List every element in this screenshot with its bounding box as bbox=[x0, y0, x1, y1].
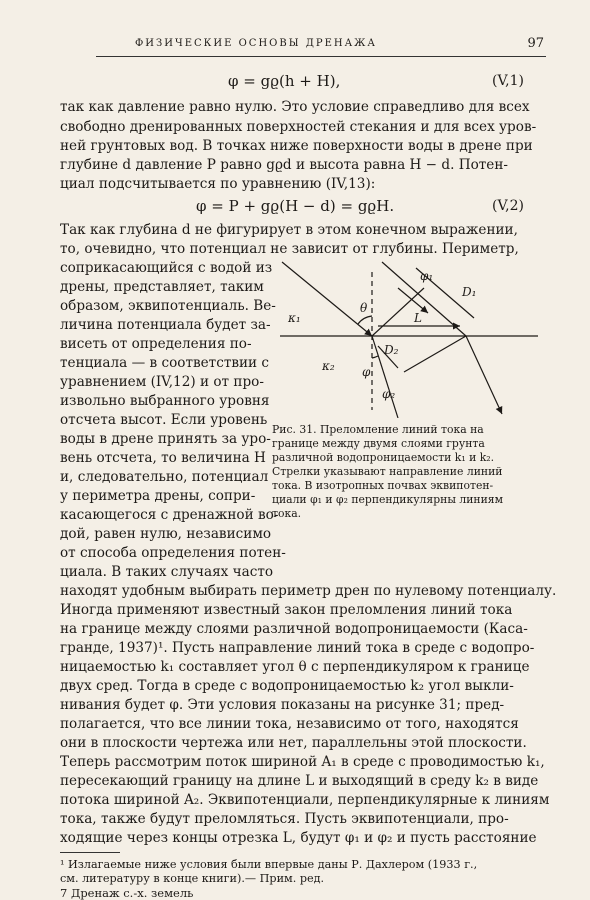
text-line: так как давление равно нулю. Это условие справедливо для всех bbox=[60, 99, 530, 115]
text-line: нивания будет φ. Эти условия показаны на рисунке 31; пред- bbox=[60, 697, 505, 713]
text-line: на границе между слоями различной водопроницаемости (Каса- bbox=[60, 621, 528, 637]
caption-line: тока. bbox=[272, 507, 302, 520]
angle-theta-arc bbox=[358, 316, 372, 324]
text-line: извольно выбранного уровня bbox=[60, 393, 270, 409]
text-line: касающегося с дренажной во- bbox=[60, 507, 279, 523]
text-line: ней грунтовых вод. В точках ниже поверхности воды в дрене при bbox=[60, 138, 533, 154]
equation-v1-number: (V,1) bbox=[492, 73, 524, 89]
text-line: свободно дренированных поверхностей стекания и для всех уров- bbox=[60, 119, 537, 135]
text-line: отсчета высот. Если уровень bbox=[60, 412, 268, 428]
equation-v2: φ = P + gϱ(H − d) = gϱH. bbox=[196, 197, 395, 215]
text-line: они в плоскости чертежа или нет, параллельны этой плоскости. bbox=[60, 735, 527, 751]
text-line: висеть от определения по- bbox=[60, 336, 252, 352]
page-number: 97 bbox=[527, 36, 544, 51]
text-line: тенциала — в соответствии с bbox=[60, 355, 270, 371]
caption-line: циали φ₁ и φ₂ перпендикулярны линиям bbox=[272, 493, 504, 506]
text-line: личина потенциала будет за- bbox=[60, 317, 271, 333]
text-line: соприкасающийся с водой из bbox=[60, 260, 273, 276]
label-phi1: φ₁ bbox=[420, 269, 434, 283]
label-phi: φ bbox=[362, 365, 371, 379]
equation-v1: φ = gϱ(h + H), bbox=[228, 72, 341, 90]
text-line: глубине d давление P равно gϱd и высота равна H − d. Потен- bbox=[60, 157, 508, 173]
label-phi2: φ₂ bbox=[382, 387, 396, 401]
label-k2: κ₂ bbox=[322, 359, 335, 373]
text-line: тока, также будут преломляться. Пусть эквипотенциали, про- bbox=[60, 811, 509, 827]
caption-line: Рис. 31. Преломление линий тока на bbox=[272, 423, 484, 436]
refraction-diagram bbox=[266, 258, 542, 418]
text-line: вень отсчета, то величина H bbox=[60, 450, 266, 466]
text-line: ходящие через концы отрезка L, будут φ₁ и φ₂ и пусть расстояние bbox=[60, 830, 537, 846]
label-d2: D₂ bbox=[384, 343, 399, 357]
label-theta: θ bbox=[360, 301, 368, 315]
label-l: L bbox=[414, 311, 422, 325]
text-line: у периметра дрены, сопри- bbox=[60, 488, 256, 504]
figure-31 bbox=[266, 258, 542, 418]
text-line: гранде, 1937)¹. Пусть направление линий тока в среде с водопро- bbox=[60, 640, 535, 656]
text-line: Так как глубина d не фигурирует в этом конечном выражении, bbox=[60, 222, 518, 238]
text-line: уравнением (IV,12) и от про- bbox=[60, 374, 264, 390]
text-line: то, очевидно, что потенциал не зависит от глубины. Периметр, bbox=[60, 241, 519, 257]
arrow-incoming-2 bbox=[398, 288, 428, 313]
text-line: образом, эквипотенциаль. Ве- bbox=[60, 298, 276, 314]
text-line: Иногда применяют известный закон преломления линий тока bbox=[60, 602, 513, 618]
text-line: пересекающий границу на длине L и выходящий в среду k₂ в виде bbox=[60, 773, 539, 789]
text-line: Теперь рассмотрим поток шириной A₁ в среде с проводимостью k₁, bbox=[60, 754, 545, 770]
caption-line: Стрелки указывают направление линий bbox=[272, 465, 503, 478]
text-line: и, следовательно, потенциал bbox=[60, 469, 269, 485]
running-title: ФИЗИЧЕСКИЕ ОСНОВЫ ДРЕНАЖА bbox=[135, 38, 377, 49]
caption-line: различной водопроницаемости k₁ и k₂. bbox=[272, 451, 495, 464]
text-line: дой, равен нулю, независимо bbox=[60, 526, 272, 542]
text-line: находят удобным выбирать периметр дрен по нулевому потенциалу. bbox=[60, 583, 557, 599]
streamline-refracted-2 bbox=[466, 336, 502, 414]
caption-line: тока. В изотропных почвах эквипотен- bbox=[272, 479, 494, 492]
footnote-line: см. литературу в конце книги).— Прим. ред. bbox=[60, 872, 325, 885]
text-line: потока шириной A₂. Эквипотенциали, перпендикулярные к линиям bbox=[60, 792, 550, 808]
text-line: двух сред. Тогда в среде с водопроницаемостью k₂ угол выкли- bbox=[60, 678, 514, 694]
text-line: циал подсчитывается по уравнению (IV,13): bbox=[60, 176, 376, 192]
label-k1: κ₁ bbox=[288, 311, 301, 325]
footnote-rule bbox=[60, 852, 120, 853]
angle-phi-arc bbox=[372, 356, 378, 358]
label-d1: D₁ bbox=[462, 285, 477, 299]
caption-line: границе между двумя слоями грунта bbox=[272, 437, 485, 450]
text-line: от способа определения потен- bbox=[60, 545, 286, 561]
printer-signature: 7 Дренаж с.-х. земель bbox=[60, 886, 194, 900]
equation-v2-number: (V,2) bbox=[492, 198, 524, 214]
text-line: циала. В таких случаях часто bbox=[60, 564, 274, 580]
text-line: дрены, представляет, таким bbox=[60, 279, 264, 295]
footnote-line: ¹ Излагаемые ниже условия были впервые даны Р. Дахлером (1933 г., bbox=[60, 858, 478, 871]
text-line: воды в дрене принять за уро- bbox=[60, 431, 271, 447]
text-line: ницаемостью k₁ составляет угол θ с перпендикуляром к границе bbox=[60, 659, 530, 675]
equipotential-phi2 bbox=[404, 336, 466, 372]
text-line: полагается, что все линии тока, независимо от того, находятся bbox=[60, 716, 519, 732]
